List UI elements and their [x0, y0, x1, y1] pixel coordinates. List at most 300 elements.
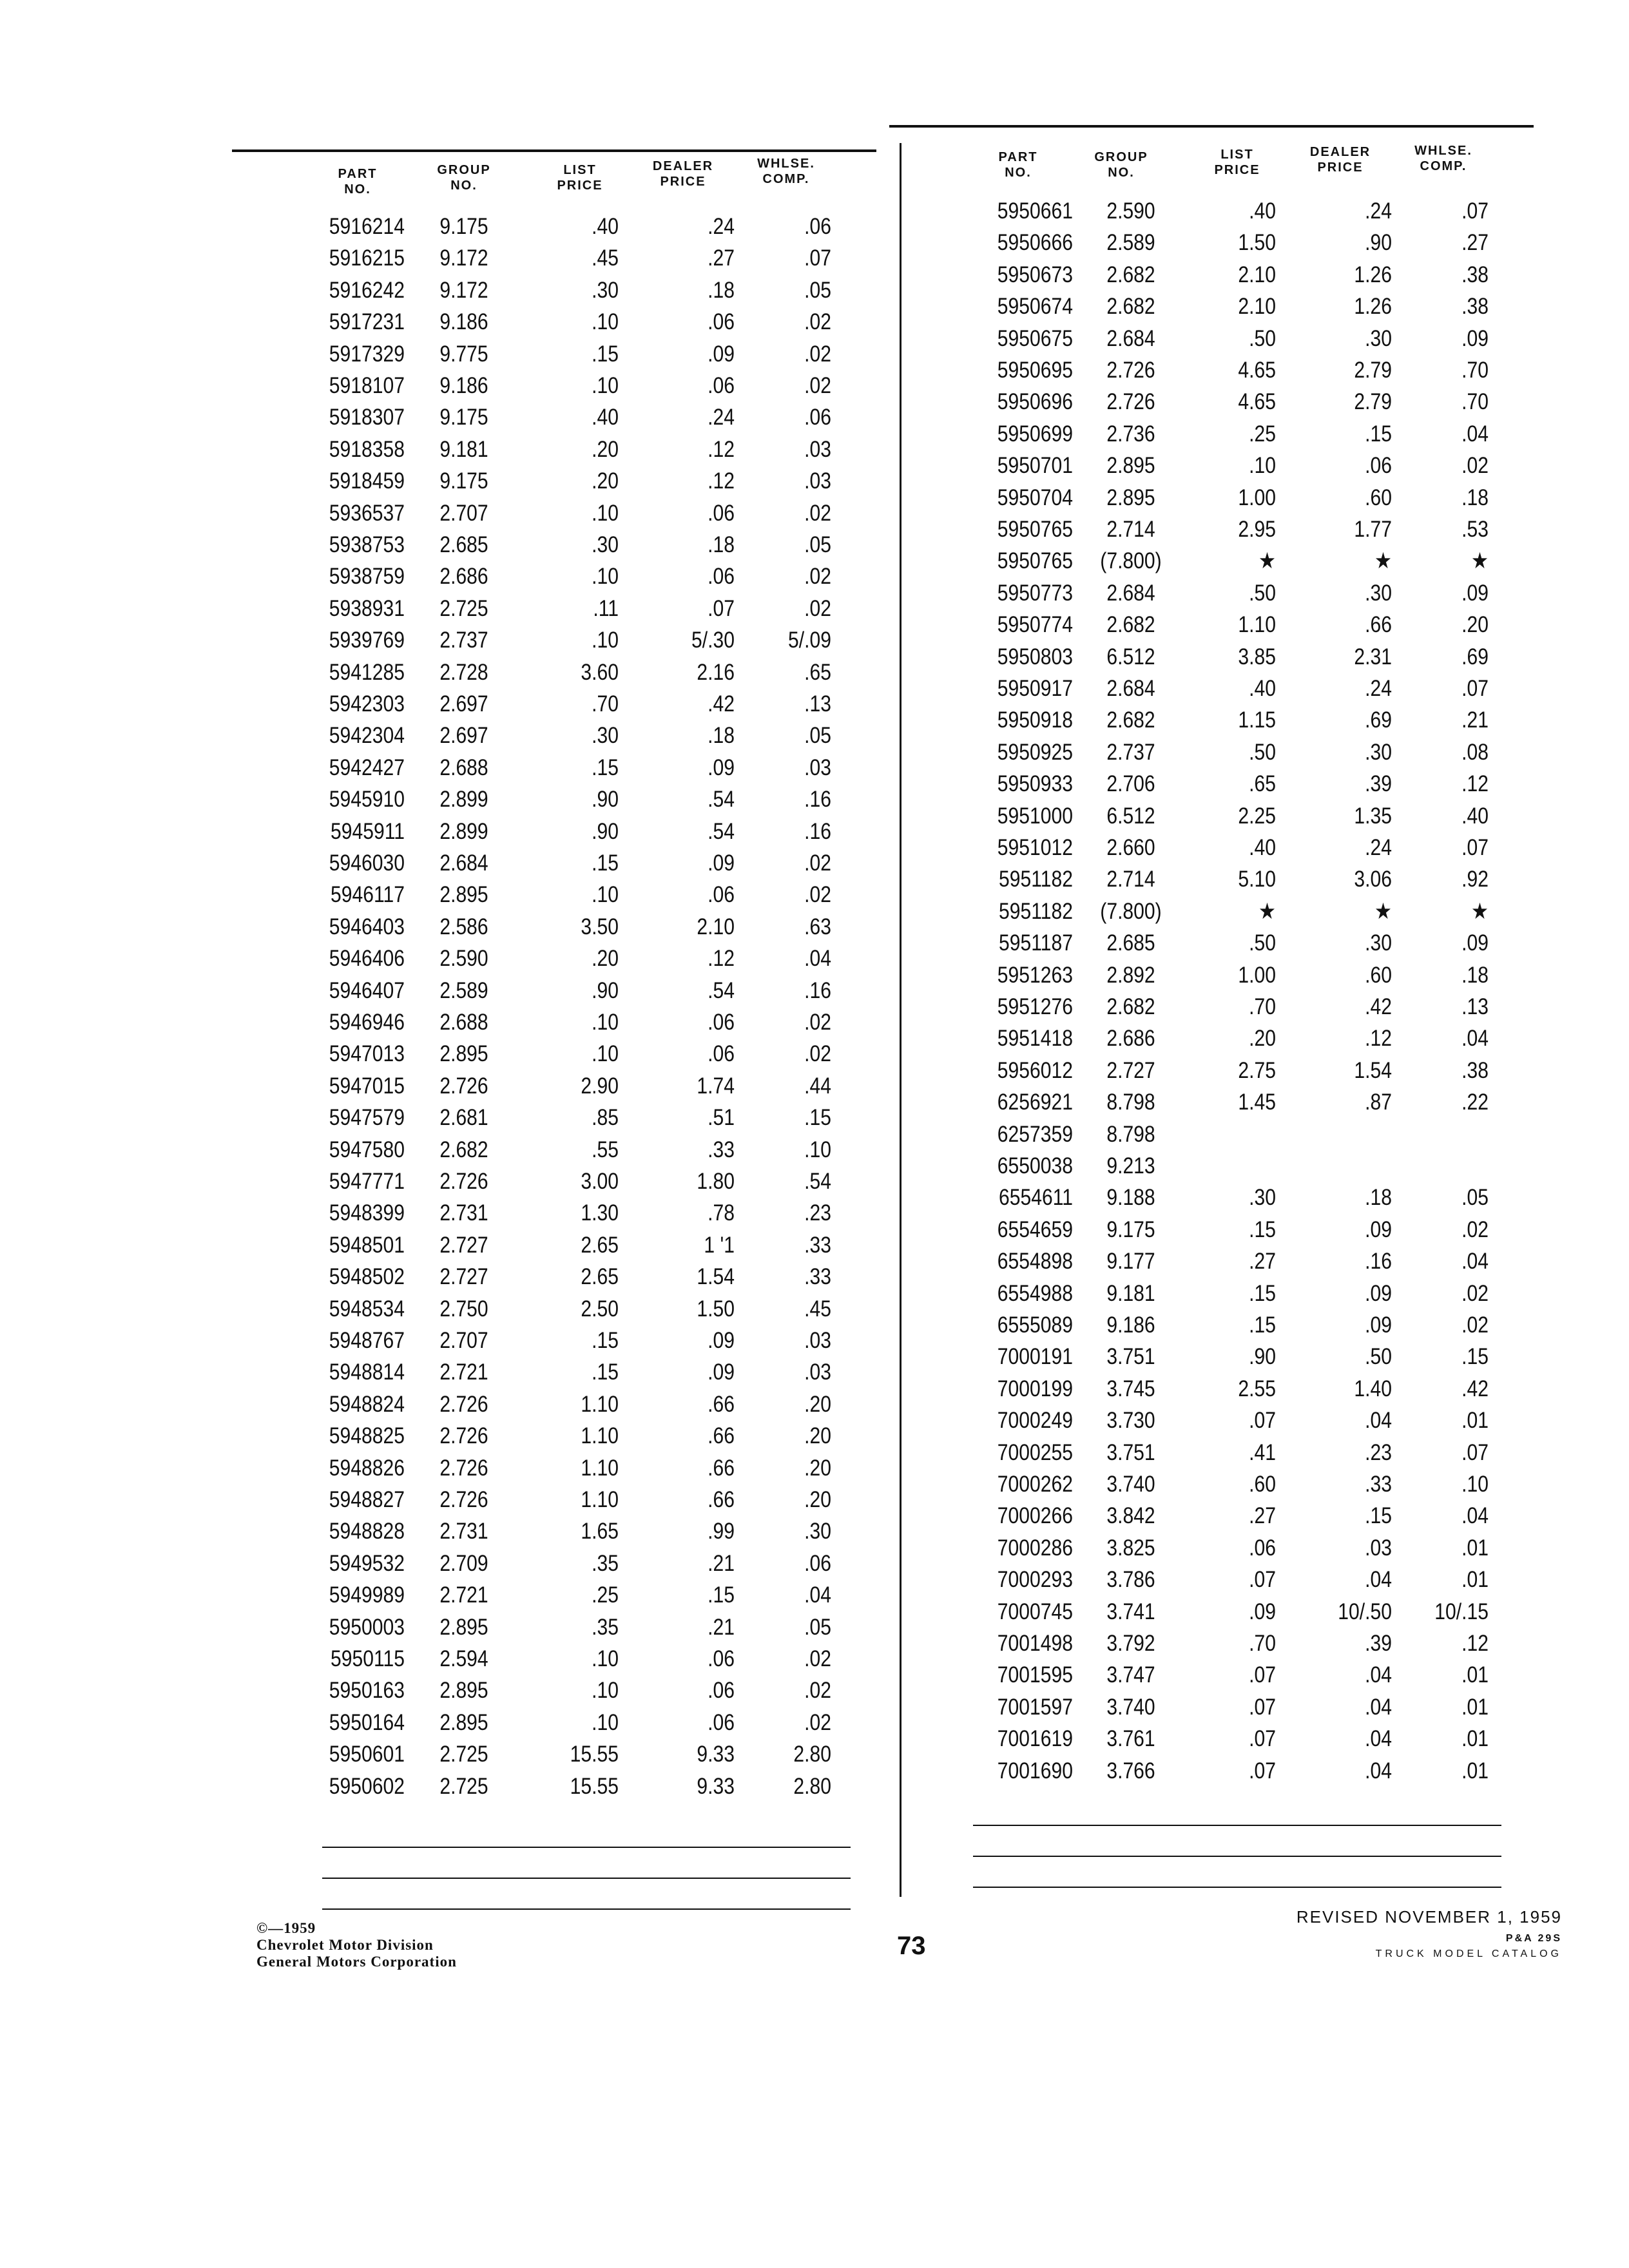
list-price: 2.65	[581, 1232, 619, 1258]
whlse-comp: .02	[804, 1041, 831, 1067]
list-price: .10	[592, 1678, 619, 1704]
bottom-rule-right-3	[973, 1887, 1501, 1888]
part-number: 5950765	[997, 548, 1073, 574]
group-number: 2.590	[439, 946, 488, 972]
dealer-price: .09	[708, 754, 735, 780]
part-number: 7001595	[997, 1662, 1073, 1688]
dealer-price: 2.79	[1354, 358, 1392, 383]
list-price: .30	[592, 723, 619, 749]
top-rule-right	[889, 125, 1534, 128]
part-number: 7001597	[997, 1694, 1073, 1720]
list-price: 3.60	[581, 659, 619, 685]
group-number: 2.707	[439, 1328, 488, 1353]
dealer-price: .12	[708, 946, 735, 972]
part-number: 5950164	[329, 1709, 405, 1735]
bottom-rule-right-2	[973, 1856, 1501, 1857]
whlse-comp: .21	[1461, 707, 1489, 733]
whlse-comp: .03	[804, 436, 831, 462]
part-number: 5950695	[997, 358, 1073, 383]
dealer-price: .66	[708, 1423, 735, 1449]
group-number: 2.684	[1106, 580, 1155, 606]
whlse-comp: .08	[1461, 739, 1489, 765]
part-number: 5951012	[997, 835, 1073, 860]
whlse-comp: .18	[1461, 485, 1489, 510]
left-header-part: PART NO.	[338, 167, 378, 197]
list-price: .25	[592, 1582, 619, 1608]
whlse-comp: .02	[1461, 1216, 1489, 1242]
whlse-comp: .03	[804, 1360, 831, 1385]
group-number: 2.895	[439, 1678, 488, 1704]
group-number: 3.730	[1106, 1408, 1155, 1434]
dealer-price: .66	[1365, 612, 1392, 638]
whlse-comp: .05	[804, 277, 831, 303]
dealer-price: .87	[1365, 1090, 1392, 1115]
dealer-price: .99	[708, 1519, 735, 1544]
list-price: 1.10	[581, 1391, 619, 1417]
part-number: 5946406	[329, 946, 405, 972]
part-number: 7000266	[997, 1503, 1073, 1529]
list-price: .40	[592, 405, 619, 430]
group-number: 2.684	[1106, 676, 1155, 701]
list-price: 2.55	[1238, 1376, 1276, 1401]
dealer-price: .39	[1365, 771, 1392, 797]
list-price: .15	[592, 754, 619, 780]
list-price: 1.50	[1238, 230, 1276, 256]
part-number: 5916215	[329, 245, 405, 271]
whlse-comp: 2.80	[793, 1742, 831, 1767]
list-price: 5.10	[1238, 867, 1276, 892]
whlse-comp: .05	[804, 723, 831, 749]
list-price: .15	[1249, 1280, 1276, 1306]
group-number: 2.660	[1106, 835, 1155, 860]
part-number: 5946407	[329, 977, 405, 1003]
part-number: 5938759	[329, 564, 405, 590]
whlse-comp: .06	[804, 1550, 831, 1576]
part-number: 7000191	[997, 1344, 1073, 1370]
list-price: .15	[592, 1328, 619, 1353]
group-number: 2.895	[1106, 485, 1155, 510]
list-price: .70	[592, 691, 619, 716]
whlse-comp: .15	[1461, 1344, 1489, 1370]
dealer-price: .60	[1365, 485, 1392, 510]
dealer-price: .06	[708, 1646, 735, 1671]
dealer-price: .60	[1365, 962, 1392, 988]
list-price: .70	[1249, 994, 1276, 1019]
list-price: .90	[592, 977, 619, 1003]
group-number: 9.188	[1106, 1185, 1155, 1211]
list-price: .10	[1249, 453, 1276, 479]
dealer-price: .39	[1365, 1631, 1392, 1656]
part-number: 7001690	[997, 1758, 1073, 1783]
part-number: 6554988	[997, 1280, 1073, 1306]
group-number: 3.745	[1106, 1376, 1155, 1401]
group-number: 2.727	[439, 1264, 488, 1290]
whlse-comp: .03	[804, 754, 831, 780]
group-number: 2.688	[439, 754, 488, 780]
list-price: .35	[592, 1614, 619, 1640]
part-number: 6257359	[997, 1121, 1073, 1147]
dealer-price: .06	[708, 1041, 735, 1067]
list-price: .25	[1249, 421, 1276, 447]
whlse-comp: .02	[1461, 1280, 1489, 1306]
dealer-price: .06	[708, 309, 735, 335]
list-price: .15	[1249, 1216, 1276, 1242]
list-price: .50	[1249, 580, 1276, 606]
group-number: 2.586	[439, 914, 488, 939]
group-number: 9.775	[439, 341, 488, 367]
whlse-comp: .02	[804, 595, 831, 621]
list-price: ★	[1258, 898, 1276, 924]
list-price: .40	[1249, 198, 1276, 224]
group-number: 3.751	[1106, 1439, 1155, 1465]
whlse-comp: .38	[1461, 262, 1489, 287]
left-header-whlse: WHLSE. COMP.	[757, 157, 815, 186]
part-number: 7000293	[997, 1567, 1073, 1593]
list-price: 1.00	[1238, 962, 1276, 988]
dealer-price: .04	[1365, 1567, 1392, 1593]
whlse-comp: .09	[1461, 580, 1489, 606]
list-price: .07	[1249, 1694, 1276, 1720]
part-number: 5950661	[997, 198, 1073, 224]
part-number: 5941285	[329, 659, 405, 685]
part-number: 6554898	[997, 1249, 1073, 1274]
dealer-price: .18	[708, 532, 735, 557]
list-price: .07	[1249, 1662, 1276, 1688]
whlse-comp: .01	[1461, 1758, 1489, 1783]
group-number: 2.706	[1106, 771, 1155, 797]
group-number: 2.725	[439, 1742, 488, 1767]
dealer-price: .06	[708, 1709, 735, 1735]
group-number: 2.731	[439, 1519, 488, 1544]
group-number: 3.792	[1106, 1631, 1155, 1656]
whlse-comp: .04	[804, 946, 831, 972]
part-number: 5947013	[329, 1041, 405, 1067]
dealer-price: .66	[708, 1455, 735, 1481]
list-price: .45	[592, 245, 619, 271]
list-price: 15.55	[570, 1742, 619, 1767]
list-price: 2.50	[581, 1296, 619, 1321]
part-number: 6554611	[999, 1185, 1073, 1211]
dealer-price: 10/.50	[1338, 1599, 1392, 1624]
whlse-comp: .45	[804, 1296, 831, 1321]
dealer-price: .09	[708, 1360, 735, 1385]
group-number: 2.895	[1106, 453, 1155, 479]
group-number: 9.172	[439, 277, 488, 303]
list-price: .65	[1249, 771, 1276, 797]
group-number: 2.589	[439, 977, 488, 1003]
whlse-comp: .65	[804, 659, 831, 685]
whlse-comp: .20	[1461, 612, 1489, 638]
part-number: 5950773	[997, 580, 1073, 606]
list-price: .35	[592, 1550, 619, 1576]
group-number: 2.725	[439, 1773, 488, 1799]
list-price: 2.95	[1238, 517, 1276, 542]
whlse-comp: .02	[804, 1678, 831, 1704]
list-price: .30	[592, 277, 619, 303]
corporation-line: General Motors Corporation	[256, 1954, 457, 1970]
list-price: 1.45	[1238, 1090, 1276, 1115]
part-number: 5950765	[997, 517, 1073, 542]
group-number: 2.727	[439, 1232, 488, 1258]
right-header-dealer: DEALER PRICE	[1309, 145, 1371, 175]
list-price: .50	[1249, 739, 1276, 765]
dealer-price: .06	[708, 882, 735, 908]
whlse-comp: .07	[1461, 676, 1489, 701]
dealer-price: .42	[1365, 994, 1392, 1019]
group-number: 9.175	[439, 468, 488, 494]
part-number: 5950933	[997, 771, 1073, 797]
whlse-comp: 10/.15	[1434, 1599, 1489, 1624]
part-number: 5942427	[329, 754, 405, 780]
list-price: .15	[592, 1360, 619, 1385]
whlse-comp: .02	[804, 341, 831, 367]
dealer-price: .09	[1365, 1280, 1392, 1306]
list-price: .15	[592, 850, 619, 876]
dealer-price: .21	[708, 1550, 735, 1576]
part-number: 5950666	[997, 230, 1073, 256]
dealer-price: .90	[1365, 230, 1392, 256]
group-number: 2.899	[439, 818, 488, 844]
list-price: 1.30	[581, 1200, 619, 1226]
whlse-comp: .01	[1461, 1567, 1489, 1593]
whlse-comp: .07	[1461, 198, 1489, 224]
part-number: 5948501	[329, 1232, 405, 1258]
list-price: 2.10	[1238, 262, 1276, 287]
whlse-comp: .13	[804, 691, 831, 716]
group-number: 2.714	[1106, 517, 1155, 542]
part-number: 5948399	[329, 1200, 405, 1226]
group-number: 2.737	[1106, 739, 1155, 765]
part-number: 5948827	[329, 1487, 405, 1512]
whlse-comp: .20	[804, 1487, 831, 1512]
dealer-price: .78	[708, 1200, 735, 1226]
whlse-comp: .13	[1461, 994, 1489, 1019]
whlse-comp: 5/.09	[788, 628, 831, 653]
list-price: .15	[1249, 1312, 1276, 1338]
whlse-comp: .05	[804, 1614, 831, 1640]
copyright-line: ©—1959	[256, 1920, 316, 1936]
part-number: 5947580	[329, 1137, 405, 1162]
group-number: 2.589	[1106, 230, 1155, 256]
part-number: 7000286	[997, 1535, 1073, 1561]
whlse-comp: .70	[1461, 389, 1489, 415]
dealer-price: .18	[708, 277, 735, 303]
whlse-comp: .70	[1461, 358, 1489, 383]
whlse-comp: .10	[804, 1137, 831, 1162]
whlse-comp: .16	[804, 787, 831, 812]
group-number: 2.895	[439, 1614, 488, 1640]
part-number: 5950917	[997, 676, 1073, 701]
whlse-comp: .12	[1461, 1631, 1489, 1656]
dealer-price: 2.16	[697, 659, 735, 685]
group-number: 9.172	[439, 245, 488, 271]
dealer-price: .09	[1365, 1312, 1392, 1338]
part-number: 5947579	[329, 1105, 405, 1131]
dealer-price: .23	[1365, 1439, 1392, 1465]
whlse-comp: ★	[1471, 548, 1489, 574]
dealer-price: .24	[1365, 676, 1392, 701]
dealer-price: .21	[708, 1614, 735, 1640]
group-number: 2.750	[439, 1296, 488, 1321]
part-number: 5950673	[997, 262, 1073, 287]
group-number: 8.798	[1106, 1121, 1155, 1147]
group-number: 2.721	[439, 1582, 488, 1608]
group-number: 2.895	[439, 1041, 488, 1067]
list-price: .10	[592, 500, 619, 526]
list-price	[1199, 1152, 1276, 1180]
dealer-price: ★	[1374, 548, 1392, 574]
list-price: .07	[1249, 1726, 1276, 1752]
column-divider	[900, 143, 901, 1897]
dealer-price: 9.33	[697, 1742, 735, 1767]
whlse-comp: .44	[804, 1073, 831, 1099]
whlse-comp: .15	[804, 1105, 831, 1131]
list-price: .30	[592, 532, 619, 557]
whlse-comp: .22	[1461, 1090, 1489, 1115]
list-price: 15.55	[570, 1773, 619, 1799]
dealer-price: 1.50	[697, 1296, 735, 1321]
list-price: .06	[1249, 1535, 1276, 1561]
whlse-comp: .63	[804, 914, 831, 939]
part-number: 7000199	[997, 1376, 1073, 1401]
dealer-price: 1.80	[697, 1169, 735, 1194]
list-price: .10	[592, 373, 619, 398]
group-number: 2.688	[439, 1010, 488, 1035]
list-price: 1.00	[1238, 485, 1276, 510]
group-number: 2.682	[1106, 994, 1155, 1019]
left-header-group: GROUP NO.	[437, 163, 491, 193]
whlse-comp: .04	[804, 1582, 831, 1608]
part-number: 7000255	[997, 1439, 1073, 1465]
dealer-price: .04	[1365, 1662, 1392, 1688]
part-number: 5950918	[997, 707, 1073, 733]
group-number: 2.685	[1106, 930, 1155, 956]
group-number: 2.726	[439, 1487, 488, 1512]
dealer-price: .27	[708, 245, 735, 271]
list-price: .07	[1249, 1758, 1276, 1783]
part-number: 5950803	[997, 644, 1073, 669]
group-number: 2.697	[439, 723, 488, 749]
group-number: 3.825	[1106, 1535, 1155, 1561]
whlse-comp: .07	[1461, 835, 1489, 860]
list-price: .20	[592, 946, 619, 972]
list-price: .10	[592, 628, 619, 653]
group-number: 2.726	[439, 1423, 488, 1449]
dealer-price	[1298, 1152, 1392, 1180]
part-number: 5950003	[329, 1614, 405, 1640]
part-number: 6555089	[997, 1312, 1073, 1338]
part-number: 6554659	[997, 1216, 1073, 1242]
dealer-price: .06	[1365, 453, 1392, 479]
part-number: 5948534	[329, 1296, 405, 1321]
bottom-rule-left-1	[322, 1847, 851, 1848]
dealer-price: .66	[708, 1487, 735, 1512]
dealer-price: .18	[1365, 1185, 1392, 1211]
whlse-comp: .02	[1461, 1312, 1489, 1338]
list-price: .90	[592, 787, 619, 812]
whlse-comp: .05	[1461, 1185, 1489, 1211]
whlse-comp: .10	[1461, 1472, 1489, 1497]
whlse-comp: 2.80	[793, 1773, 831, 1799]
part-number: 5946117	[331, 882, 405, 908]
dealer-price: 1.54	[1354, 1057, 1392, 1083]
dealer-price: 2.10	[697, 914, 735, 939]
whlse-comp: .18	[1461, 962, 1489, 988]
list-price: .10	[592, 1010, 619, 1035]
part-number: 5951000	[997, 803, 1073, 829]
dealer-price: 1.74	[697, 1073, 735, 1099]
part-number: 5950675	[997, 325, 1073, 351]
whlse-comp: .07	[1461, 1439, 1489, 1465]
list-price: 4.65	[1238, 358, 1276, 383]
whlse-comp: .42	[1461, 1376, 1489, 1401]
list-price: .10	[592, 564, 619, 590]
part-number: 5946030	[329, 850, 405, 876]
dealer-price: 1.77	[1354, 517, 1392, 542]
dealer-price: .15	[708, 1582, 735, 1608]
whlse-comp: .27	[1461, 230, 1489, 256]
group-number: 3.751	[1106, 1344, 1155, 1370]
list-price	[1199, 1120, 1276, 1149]
group-number: 2.682	[1106, 294, 1155, 320]
right-header-part: PART NO.	[998, 150, 1038, 180]
group-number: 2.892	[1106, 962, 1155, 988]
dealer-price: .12	[1365, 1026, 1392, 1052]
part-number: 5936537	[329, 500, 405, 526]
catalog-name: TRUCK MODEL CATALOG	[1375, 1948, 1562, 1959]
list-price: .09	[1249, 1599, 1276, 1624]
part-number: 5948502	[329, 1264, 405, 1290]
group-number: 3.786	[1106, 1567, 1155, 1593]
group-number: 2.684	[1106, 325, 1155, 351]
dealer-price: .06	[708, 564, 735, 590]
dealer-price: .24	[1365, 835, 1392, 860]
part-number: 5951276	[997, 994, 1073, 1019]
group-number: 3.740	[1106, 1694, 1155, 1720]
whlse-comp: .23	[804, 1200, 831, 1226]
whlse-comp: .05	[804, 532, 831, 557]
dealer-price: .54	[708, 818, 735, 844]
part-number: 5951263	[997, 962, 1073, 988]
group-number: 3.740	[1106, 1472, 1155, 1497]
part-number: 5947771	[329, 1169, 405, 1194]
whlse-comp: .04	[1461, 1503, 1489, 1529]
dealer-price: .24	[1365, 198, 1392, 224]
whlse-comp: ★	[1471, 898, 1489, 924]
whlse-comp: .02	[804, 1010, 831, 1035]
left-header-dealer: DEALER PRICE	[652, 159, 714, 189]
group-number: 2.682	[439, 1137, 488, 1162]
part-number: 5946946	[329, 1010, 405, 1035]
whlse-comp: .69	[1461, 644, 1489, 669]
whlse-comp: .02	[804, 373, 831, 398]
part-number: 5916242	[329, 277, 405, 303]
group-number: 9.175	[439, 405, 488, 430]
part-number: 5956012	[997, 1057, 1073, 1083]
dealer-price: .15	[1365, 1503, 1392, 1529]
whlse-comp: .03	[804, 468, 831, 494]
dealer-price: 2.31	[1354, 644, 1392, 669]
group-number: 9.181	[439, 436, 488, 462]
group-number: 2.682	[1106, 707, 1155, 733]
list-price: .40	[1249, 676, 1276, 701]
part-number: 5949989	[329, 1582, 405, 1608]
dealer-price: .06	[708, 1678, 735, 1704]
dealer-price: 9.33	[697, 1773, 735, 1799]
part-number: 5948767	[329, 1328, 405, 1353]
group-number: 9.177	[1106, 1249, 1155, 1274]
list-price: .10	[592, 1646, 619, 1671]
